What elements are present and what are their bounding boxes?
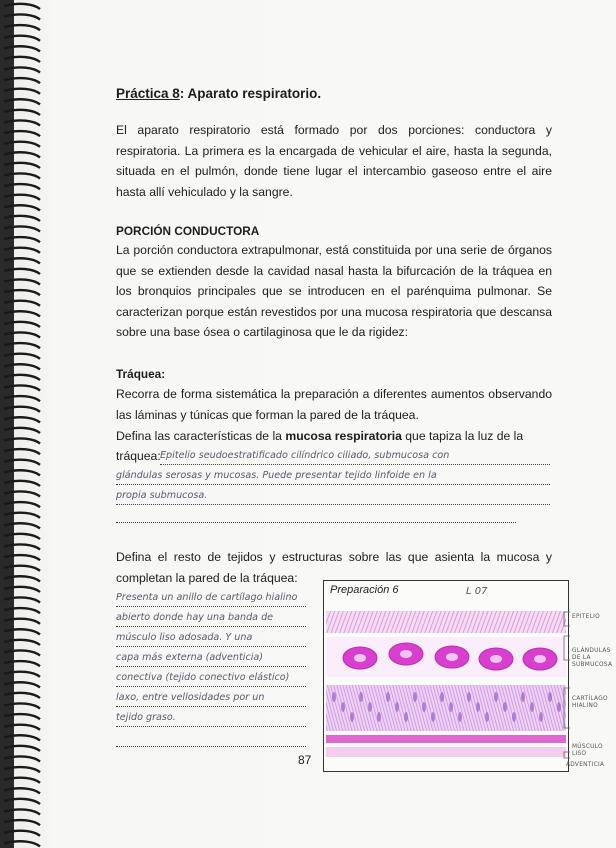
chondrocyte-mark [449, 702, 453, 712]
label-epithelium: EPITELIO [572, 614, 600, 620]
label-adventitia: ADVENTICIA [566, 762, 605, 768]
chondrocyte-mark [332, 692, 336, 702]
answer-line[interactable]: conectiva (tejido conectivo elástico) [116, 672, 306, 687]
chondrocyte-mark [431, 712, 435, 722]
chondrocyte-mark [422, 702, 426, 712]
chondrocyte-mark [377, 712, 381, 722]
chondrocyte-mark [404, 712, 408, 722]
label-cartilage: CARTÍLAGO HIALINO [572, 696, 608, 709]
chondrocyte-mark [440, 692, 444, 702]
chondrocyte-mark [494, 692, 498, 702]
answer-line[interactable] [116, 732, 306, 747]
chondrocyte-mark [395, 702, 399, 712]
label-smooth-muscle: MÚSCULO LISO [572, 744, 603, 757]
wall-question: Defina el resto de tejidos y estructuras sobre las que asienta la mucosa y completan la pared de la tráquea: [116, 550, 552, 585]
trachea-instructions: Recorra de forma sistemática la preparación a diferentes aumentos observando las láminas y túnicas que forman la pared de la tráquea. [116, 387, 552, 422]
answer-line[interactable] [116, 508, 516, 523]
answer-line[interactable]: propia submucosa. [116, 490, 550, 505]
chondrocyte-mark [386, 692, 390, 702]
mucosa-question: Defina las características de la mucosa respiratoria que tapiza la luz de la [116, 429, 524, 443]
chondrocyte-mark [341, 702, 345, 712]
preparation-box [323, 580, 569, 772]
chondrocyte-mark [413, 692, 417, 702]
preparation-title: Preparación 6 [330, 584, 399, 596]
trachea-label: tráquea: [116, 449, 161, 463]
chondrocyte-mark [548, 692, 552, 702]
answer-line[interactable]: Presenta un anillo de cartílago hialino [116, 592, 306, 607]
trachea-histology-drawing [324, 581, 568, 771]
chondrocyte-mark [539, 712, 543, 722]
page-title: Práctica 8: Aparato respiratorio. [116, 86, 322, 101]
chondrocyte-mark [521, 692, 525, 702]
section-heading-conductora: PORCIÓN CONDUCTORA [116, 224, 260, 238]
page-number: 87 [298, 753, 312, 767]
answer-line[interactable]: abierto donde hay una banda de [116, 612, 306, 627]
chondrocyte-mark [458, 712, 462, 722]
chondrocyte-mark [359, 692, 363, 702]
label-glands: GLÁNDULAS DE LA SUBMUCOSA [572, 648, 613, 668]
chondrocyte-mark [350, 712, 354, 722]
answer-line[interactable]: músculo liso adosada. Y una [116, 632, 306, 647]
conductora-paragraph: La porción conductora extrapulmonar, está constituida por una serie de órganos que se extienden desde la cavidad nasal hasta la bifurcación de la tráquea en los bronquios principales que se introducen en el parénquima pulmonar. Se caracterizan porque están revestidos por una mucosa respiratoria que descansa sobre una base ósea o cartilaginosa que le da rigidez: [116, 243, 552, 339]
answer-line[interactable]: tejido graso. [116, 712, 306, 727]
chondrocyte-mark [476, 702, 480, 712]
trachea-heading: Tráquea: [116, 367, 166, 381]
chondrocyte-mark [467, 692, 471, 702]
chondrocyte-mark [485, 712, 489, 722]
answer-line[interactable]: glándulas serosas y mucosas. Puede presentar tejido linfoide en la [116, 470, 550, 485]
answer-line[interactable]: Epitelio seudoestratificado cilíndrico ciliado, submucosa con [160, 450, 550, 465]
chondrocyte-mark [368, 702, 372, 712]
answer-line[interactable]: laxo, entre vellosidades por un [116, 692, 306, 707]
chondrocyte-mark [530, 702, 534, 712]
chondrocyte-mark [512, 712, 516, 722]
chondrocyte-mark [503, 702, 507, 712]
preparation-number: L 07 [466, 586, 488, 597]
intro-paragraph: El aparato respiratorio está formado por dos porciones: conductora y respiratoria. La primera es la encargada de vehicular el aire, hasta la segunda, situada en el pulmón, donde tiene lugar el intercambio gaseoso entre el aire hasta allí vehiculado y la sangre. [116, 123, 552, 199]
answer-line[interactable]: capa más externa (adventicia) [116, 652, 306, 667]
spiral-binding [0, 0, 46, 848]
annotation-brackets [560, 604, 574, 774]
